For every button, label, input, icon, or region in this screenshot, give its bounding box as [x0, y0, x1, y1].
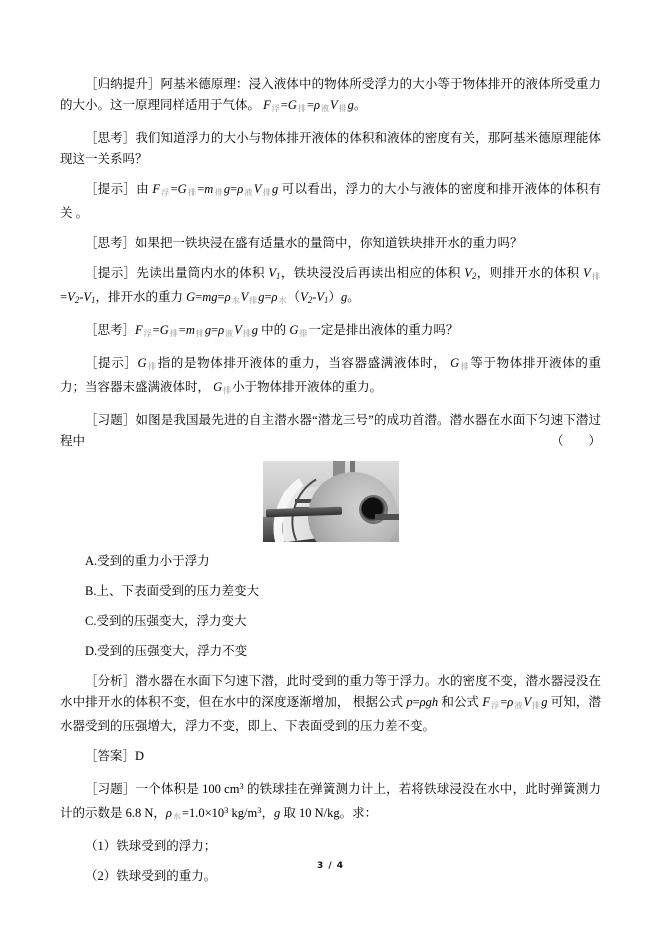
formula-variable: ρ	[165, 806, 172, 820]
formula-variable: G	[186, 290, 196, 304]
formula-variable: V	[67, 290, 75, 304]
text-run: ［思考］如果把一铁块浸在盛有适量水的量筒中，你知道铁块排开水的重力吗？	[85, 236, 523, 250]
formula-variable: g	[223, 182, 231, 196]
formula-variable: G	[289, 323, 299, 337]
text-run: B.上、下表面受到的压力差变大	[85, 584, 259, 598]
para-fenxi	[60, 671, 601, 737]
formula-subscript: 排	[262, 188, 272, 197]
formula-variable: F	[263, 98, 271, 112]
formula-subscript: 排	[147, 362, 157, 371]
formula-variable: F	[152, 182, 160, 196]
text-run: =	[178, 323, 186, 337]
answer-bracket: （ ）	[550, 434, 601, 448]
formula-subscript: 2	[471, 271, 477, 281]
option-b	[60, 581, 601, 602]
formula-subscript: 浮	[491, 701, 500, 710]
formula-variable: F	[135, 323, 143, 337]
formula-subscript: 排	[338, 104, 347, 113]
text-run: ）	[328, 290, 342, 304]
formula-subscript: 液	[320, 104, 329, 113]
text-run: 一定是排出液体的重力吗？	[308, 323, 459, 337]
formula-subscript: 浮	[160, 188, 170, 197]
content-above-figure	[60, 74, 601, 452]
text-run: kg/m	[228, 806, 258, 820]
formula-subscript: 1	[276, 271, 281, 281]
submarine-fin-right	[375, 514, 399, 520]
formula-subscript: 1	[324, 295, 329, 305]
option-c	[60, 611, 601, 632]
formula-variable: ρ	[313, 98, 320, 112]
text-run: -	[312, 290, 317, 304]
formula-subscript: 2	[74, 295, 80, 305]
text-run: =	[211, 323, 219, 337]
formula-variable: V	[583, 266, 591, 280]
text-run: =	[60, 290, 68, 304]
para-sikao-1	[60, 128, 601, 170]
formula-variable: ρ	[237, 182, 244, 196]
formula-subscript: 排	[297, 104, 306, 113]
formula-variable: G	[213, 380, 223, 394]
para-question-1	[60, 836, 601, 857]
para-sikao-2	[60, 233, 601, 254]
formula-variable: V	[300, 290, 308, 304]
formula-variable: ρgh	[419, 695, 439, 709]
text-run: D.受到的压强变大，浮力不变	[85, 644, 248, 658]
para-tishi-1	[60, 179, 601, 224]
formula-subscript: 1	[91, 295, 96, 305]
text-run: ［答案］D	[85, 749, 145, 763]
formula-variable: V	[523, 695, 532, 709]
text-run: =	[230, 182, 238, 196]
formula-subscript: 排	[532, 701, 541, 710]
formula-subscript: 液	[244, 188, 253, 197]
superscript: 3	[224, 805, 229, 815]
formula-variable: ρ	[218, 323, 225, 337]
text-run: ［分析］潜水器在水面下匀速下潜，此时受到的重力等于浮力。水的密度不变，潜水器浸没在水中排开水的体积不变，但在水中的深度逐渐增加， 根据公式	[60, 674, 601, 709]
formula-variable: g	[273, 806, 281, 820]
formula-variable: g	[204, 323, 212, 337]
formula-variable: g	[258, 290, 265, 304]
text-run: ，铁块浸没后再读出相应的体积	[280, 266, 465, 280]
figure-submarine-photo	[263, 461, 399, 542]
formula-variable: ρ	[271, 290, 278, 304]
formula-variable: V	[268, 266, 277, 280]
formula-variable: G	[137, 356, 147, 370]
formula-subscript: 排	[214, 188, 223, 197]
superscript: 3	[257, 805, 262, 815]
text-run: =	[264, 290, 272, 304]
text-run: =	[306, 98, 314, 112]
formula-subscript: 排	[223, 386, 232, 395]
text-run: 。	[347, 290, 360, 304]
formula-variable: G	[159, 323, 169, 337]
formula-subscript: 排	[242, 329, 251, 338]
text-run: =1.0×10	[181, 806, 225, 820]
formula-subscript: 水	[231, 296, 240, 305]
formula-variable: G	[287, 98, 297, 112]
text-run: ［习题］一个体积是 100 cm	[85, 782, 240, 796]
formula-subscript: 浮	[271, 104, 280, 113]
formula-variable: g	[541, 695, 548, 709]
text-run: ［思考］	[85, 323, 136, 337]
para-daan	[60, 746, 601, 767]
formula-variable: G	[177, 182, 187, 196]
page-number: 3 / 4	[316, 861, 345, 871]
superscript: 3	[239, 781, 244, 791]
formula-subscript: 排	[187, 188, 197, 197]
text-run: ，则排开水的体积	[476, 266, 583, 280]
para-sikao-3	[60, 320, 601, 344]
text-run: 等于物体排开液体的重力；当容器未盛满液体时，	[60, 356, 601, 394]
formula-variable: V	[464, 266, 472, 280]
formula-subscript: 排	[299, 329, 308, 338]
formula-subscript: 排	[249, 296, 258, 305]
text-run: 中的	[258, 323, 290, 337]
text-run: ，排开水的重力	[95, 290, 187, 304]
text-run: ［归纳提升］阿基米德原理：浸入液体中的物体所受浮力的大小等于物体排开的液体所受重力的大小。这一原理同样适用于气体。	[60, 77, 601, 112]
formula-subscript: 水	[278, 296, 287, 305]
formula-variable: mg	[202, 290, 218, 304]
formula-variable: V	[240, 290, 249, 304]
text-run: （	[287, 290, 301, 304]
text-run: 和公式	[438, 695, 483, 709]
text-run: =	[412, 695, 420, 709]
text-run: =	[195, 290, 203, 304]
text-run: 取 10 N/kg。求：	[280, 806, 378, 820]
content-below-figure	[60, 551, 601, 887]
formula-subscript: 排	[169, 329, 178, 338]
formula-variable: ρ	[507, 695, 514, 709]
text-run: ，	[261, 806, 274, 820]
formula-variable: V	[234, 323, 242, 337]
text-run: =	[152, 323, 160, 337]
para-xiti-2	[60, 776, 601, 827]
text-run: 小于物体排开液体的重力。	[232, 380, 383, 394]
formula-variable: ρ	[224, 290, 231, 304]
text-run: 可以看出，浮力的大小与液体的密度和排开液体的体积有关 。	[60, 182, 602, 220]
formula-variable: g	[341, 290, 348, 304]
formula-variable: g	[347, 98, 354, 112]
formula-variable: m	[185, 323, 195, 337]
text-run: =	[170, 182, 178, 196]
option-a	[60, 551, 601, 572]
document-body	[60, 74, 601, 896]
text-run: 。	[353, 98, 367, 112]
formula-subscript: 2	[307, 295, 313, 305]
text-run: ［习题］如图是我国最先进的自主潜水器“潜龙三号”的成功首潜。潜水器在水面下匀速下潜过程中	[60, 413, 601, 448]
formula-variable: V	[329, 98, 338, 112]
formula-subscript: 排	[460, 362, 470, 371]
text-run: ［提示］	[85, 356, 138, 370]
text-run: ［提示］先读出量筒内水的体积	[85, 266, 269, 280]
text-run: 指的是物体排开液体的重力，当容器盛满液体时，	[157, 356, 451, 370]
text-run: 可知，潜水器受到的压强增大，浮力不变，即上、下表面受到的压力差不变。	[60, 695, 601, 733]
text-run: =	[500, 695, 508, 709]
formula-subscript: 排	[195, 329, 204, 338]
formula-variable: g	[272, 182, 279, 196]
text-run: ［提示］由	[85, 182, 153, 196]
formula-subscript: 液	[514, 701, 523, 710]
formula-variable: F	[482, 695, 490, 709]
para-xiti-1	[60, 410, 601, 452]
formula-variable: p	[406, 695, 413, 709]
formula-variable: V	[316, 290, 325, 304]
formula-subscript: 液	[225, 329, 234, 338]
text-run: -	[79, 290, 84, 304]
option-d	[60, 641, 601, 662]
text-run: C.受到的压强变大，浮力变大	[85, 614, 247, 628]
para-tishi-2	[60, 263, 601, 311]
text-run: （1）铁球受到的浮力；	[85, 839, 217, 853]
formula-variable: m	[204, 182, 214, 196]
formula-subscript: 水	[172, 812, 181, 821]
text-run: ［思考］我们知道浮力的大小与物体排开液体的体积和液体的密度有关，那阿基米德原理能体现这一关系吗？	[60, 131, 601, 166]
para-tishi-3	[60, 353, 601, 401]
para-guina-tisheng	[60, 74, 601, 119]
text-run: （2）铁球受到的重力。	[85, 869, 217, 883]
text-run: 的铁球挂在弹簧测力计上，若将铁球浸没在水中，此时弹簧测力计的示数是 6.8 N，	[60, 782, 601, 820]
formula-variable: V	[83, 290, 92, 304]
text-run: A.受到的重力小于浮力	[85, 554, 210, 568]
formula-variable: g	[251, 323, 259, 337]
formula-subscript: 排	[591, 272, 600, 281]
formula-variable: G	[450, 356, 460, 370]
text-run: =	[197, 182, 205, 196]
text-run: =	[217, 290, 225, 304]
text-run: =	[280, 98, 288, 112]
formula-subscript: 浮	[143, 329, 152, 338]
formula-variable: V	[253, 182, 262, 196]
